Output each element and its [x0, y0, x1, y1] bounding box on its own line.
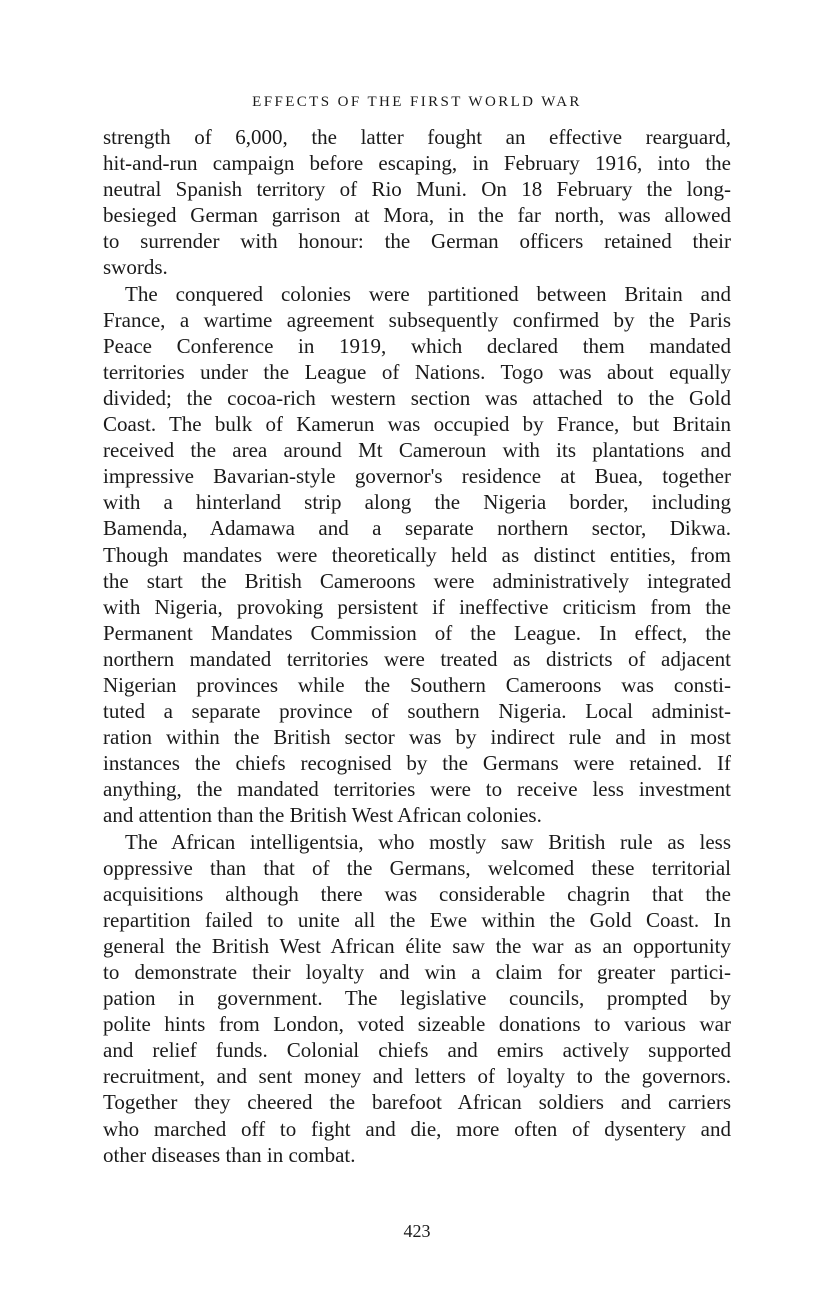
text-line: The conquered colonies were partitioned between Britain and — [125, 281, 731, 306]
text-line: and relief funds. Colonial chiefs and emirs actively supported — [103, 1038, 731, 1063]
text-line: The African intelligentsia, who mostly saw British rule as less — [125, 829, 731, 854]
text-line: acquisitions although there was considerable chagrin that the — [103, 881, 731, 906]
text-line: recruitment, and sent money and letters of loyalty to the governors. — [103, 1064, 731, 1089]
text-line: anything, the mandated territories were to receive less investment — [103, 777, 731, 802]
paragraph-1 — [103, 124, 731, 281]
running-head: EFFECTS OF THE FIRST WORLD WAR — [252, 94, 582, 110]
text-line: Permanent Mandates Commission of the League. In effect, the — [103, 620, 731, 645]
text-line: Though mandates were theoretically held as distinct entities, from — [103, 542, 731, 567]
text-line: to surrender with honour: the German officers retained their — [103, 229, 731, 254]
text-line: territories under the League of Nations. Togo was about equally — [103, 359, 731, 384]
text-line: ration within the British sector was by indirect rule and in most — [103, 725, 731, 750]
text-line: strength of 6,000, the latter fought an effective rearguard, — [103, 125, 731, 149]
page-number: 423 — [403, 1221, 431, 1241]
text-line: oppressive than that of the Germans, welcomed these territorial — [103, 855, 731, 880]
text-line: swords. — [103, 255, 168, 280]
paragraph-3 — [103, 829, 731, 1168]
text-line: instances the chiefs recognised by the Germans were retained. If — [103, 751, 731, 776]
text-line: northern mandated territories were treated as districts of adjacent — [103, 646, 731, 671]
text-line: and attention than the British West African colonies. — [103, 803, 542, 828]
text-line: impressive Bavarian-style governor's residence at Buea, together — [103, 464, 731, 489]
text-line: with a hinterland strip along the Nigeria border, including — [103, 490, 731, 515]
text-line: Nigerian provinces while the Southern Cameroons was consti- — [103, 672, 731, 697]
text-line: repartition failed to unite all the Ewe within the Gold Coast. In — [103, 907, 731, 932]
text-line: with Nigeria, provoking persistent if ineffective criticism from the — [103, 594, 731, 619]
text-line: general the British West African élite saw the war as an opportunity — [103, 933, 731, 958]
text-line: polite hints from London, voted sizeable donations to various war — [103, 1012, 731, 1037]
text-line: to demonstrate their loyalty and win a claim for greater partici- — [103, 960, 731, 984]
text-line: who marched off to fight and die, more often of dysentery and — [103, 1116, 731, 1141]
text-line: pation in government. The legislative councils, prompted by — [103, 986, 731, 1011]
text-line: tuted a separate province of southern Nigeria. Local administ- — [103, 699, 731, 724]
text-line: France, a wartime agreement subsequently confirmed by the Paris — [103, 307, 731, 332]
text-line: hit-and-run campaign before escaping, in February 1916, into the — [103, 151, 731, 176]
text-line: received the area around Mt Cameroun with its plantations and — [103, 438, 731, 463]
text-line: divided; the cocoa-rich western section was attached to the Gold — [103, 385, 731, 410]
text-line: Peace Conference in 1919, which declared them mandated — [103, 333, 731, 358]
text-line: neutral Spanish territory of Rio Muni. On 18 February the long- — [103, 177, 731, 202]
text-line: Coast. The bulk of Kamerun was occupied by France, but Britain — [103, 412, 731, 437]
text-line: Together they cheered the barefoot African soldiers and carriers — [103, 1090, 731, 1115]
body-text — [103, 124, 731, 1168]
paragraph-2 — [103, 281, 731, 829]
text-line: other diseases than in combat. — [103, 1142, 356, 1167]
text-line: besieged German garrison at Mora, in the far north, was allowed — [103, 203, 731, 228]
text-line: Bamenda, Adamawa and a separate northern sector, Dikwa. — [103, 516, 731, 541]
text-line: the start the British Cameroons were administratively integrated — [103, 568, 731, 593]
